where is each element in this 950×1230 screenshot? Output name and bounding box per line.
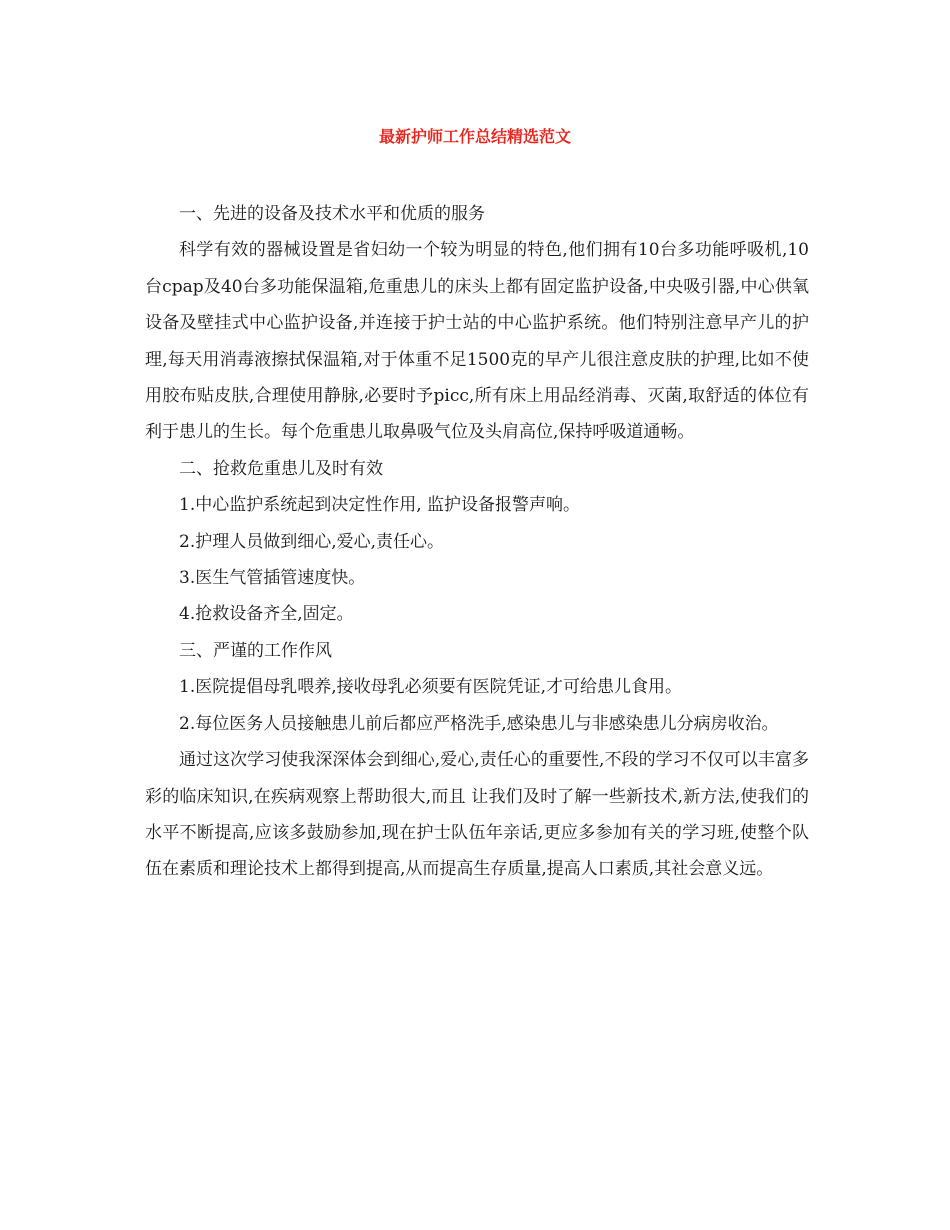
list-item-4: 4.抢救设备齐全,固定。 xyxy=(179,604,354,625)
list-item-1: 1.中心监护系统起到决定性作用, 监护设备报警声响。 xyxy=(179,495,581,516)
section-heading-1: 一、先进的设备及技术水平和优质的服务 xyxy=(179,204,485,224)
list-item-2: 2.护理人员做到细心,爱心,责任心。 xyxy=(179,531,445,552)
paragraph-conclusion: 通过这次学习使我深深体会到细心,爱心,责任心的重要性,不段的学习不仅可以丰富多彩的临床知识,在疾病观察上帮助很大,而且 让我们及时了解一些新技术,新方法,使我们的水平不断提高,应该多鼓励参加,现在护士队伍年亲话,更应多参加有关的学习班,使整个队伍在素质和理论技术上都得到提高,从而提高生存质量,提高人口素质,其社会意义远。 xyxy=(145,750,809,880)
list-item-5: 1.医院提倡母乳喂养,接收母乳必须要有医院凭证,才可给患儿食用。 xyxy=(179,677,683,698)
document-body xyxy=(145,196,809,888)
list-item-6: 2.每位医务人员接触患儿前后都应严格洗手,感染患儿与非感染患儿分病房收治。 xyxy=(179,713,779,734)
section-heading-2: 二、抢救危重患儿及时有效 xyxy=(179,458,383,479)
document-title: 最新护师工作总结精选范文 xyxy=(378,127,571,146)
list-item-3: 3.医生气管插管速度快。 xyxy=(179,568,366,589)
paragraph-equipment: 科学有效的器械设置是省妇幼一个较为明显的特色,他们拥有10台多功能呼吸机,10台cpap及40台多功能保温箱,危重患儿的床头上都有固定监护设备,中央吸引器,中心供氧设备及壁挂式中心监护设备,并连接于护士站的中心监护系统。他们特别注意早产儿的护理,每天用消毒液擦拭保温箱,对于体重不足1500克的早产儿很注意皮肤的护理,比如不使用胶布贴皮肤,合理使用静脉,必要时予picc,所有床上用品经消毒、灭菌,取舒适的体位有利于患儿的生长。每个危重患儿取鼻吸气位及头肩高位,保持呼吸道通畅。 xyxy=(145,240,809,443)
section-heading-3: 三、严谨的工作作风 xyxy=(179,640,332,661)
